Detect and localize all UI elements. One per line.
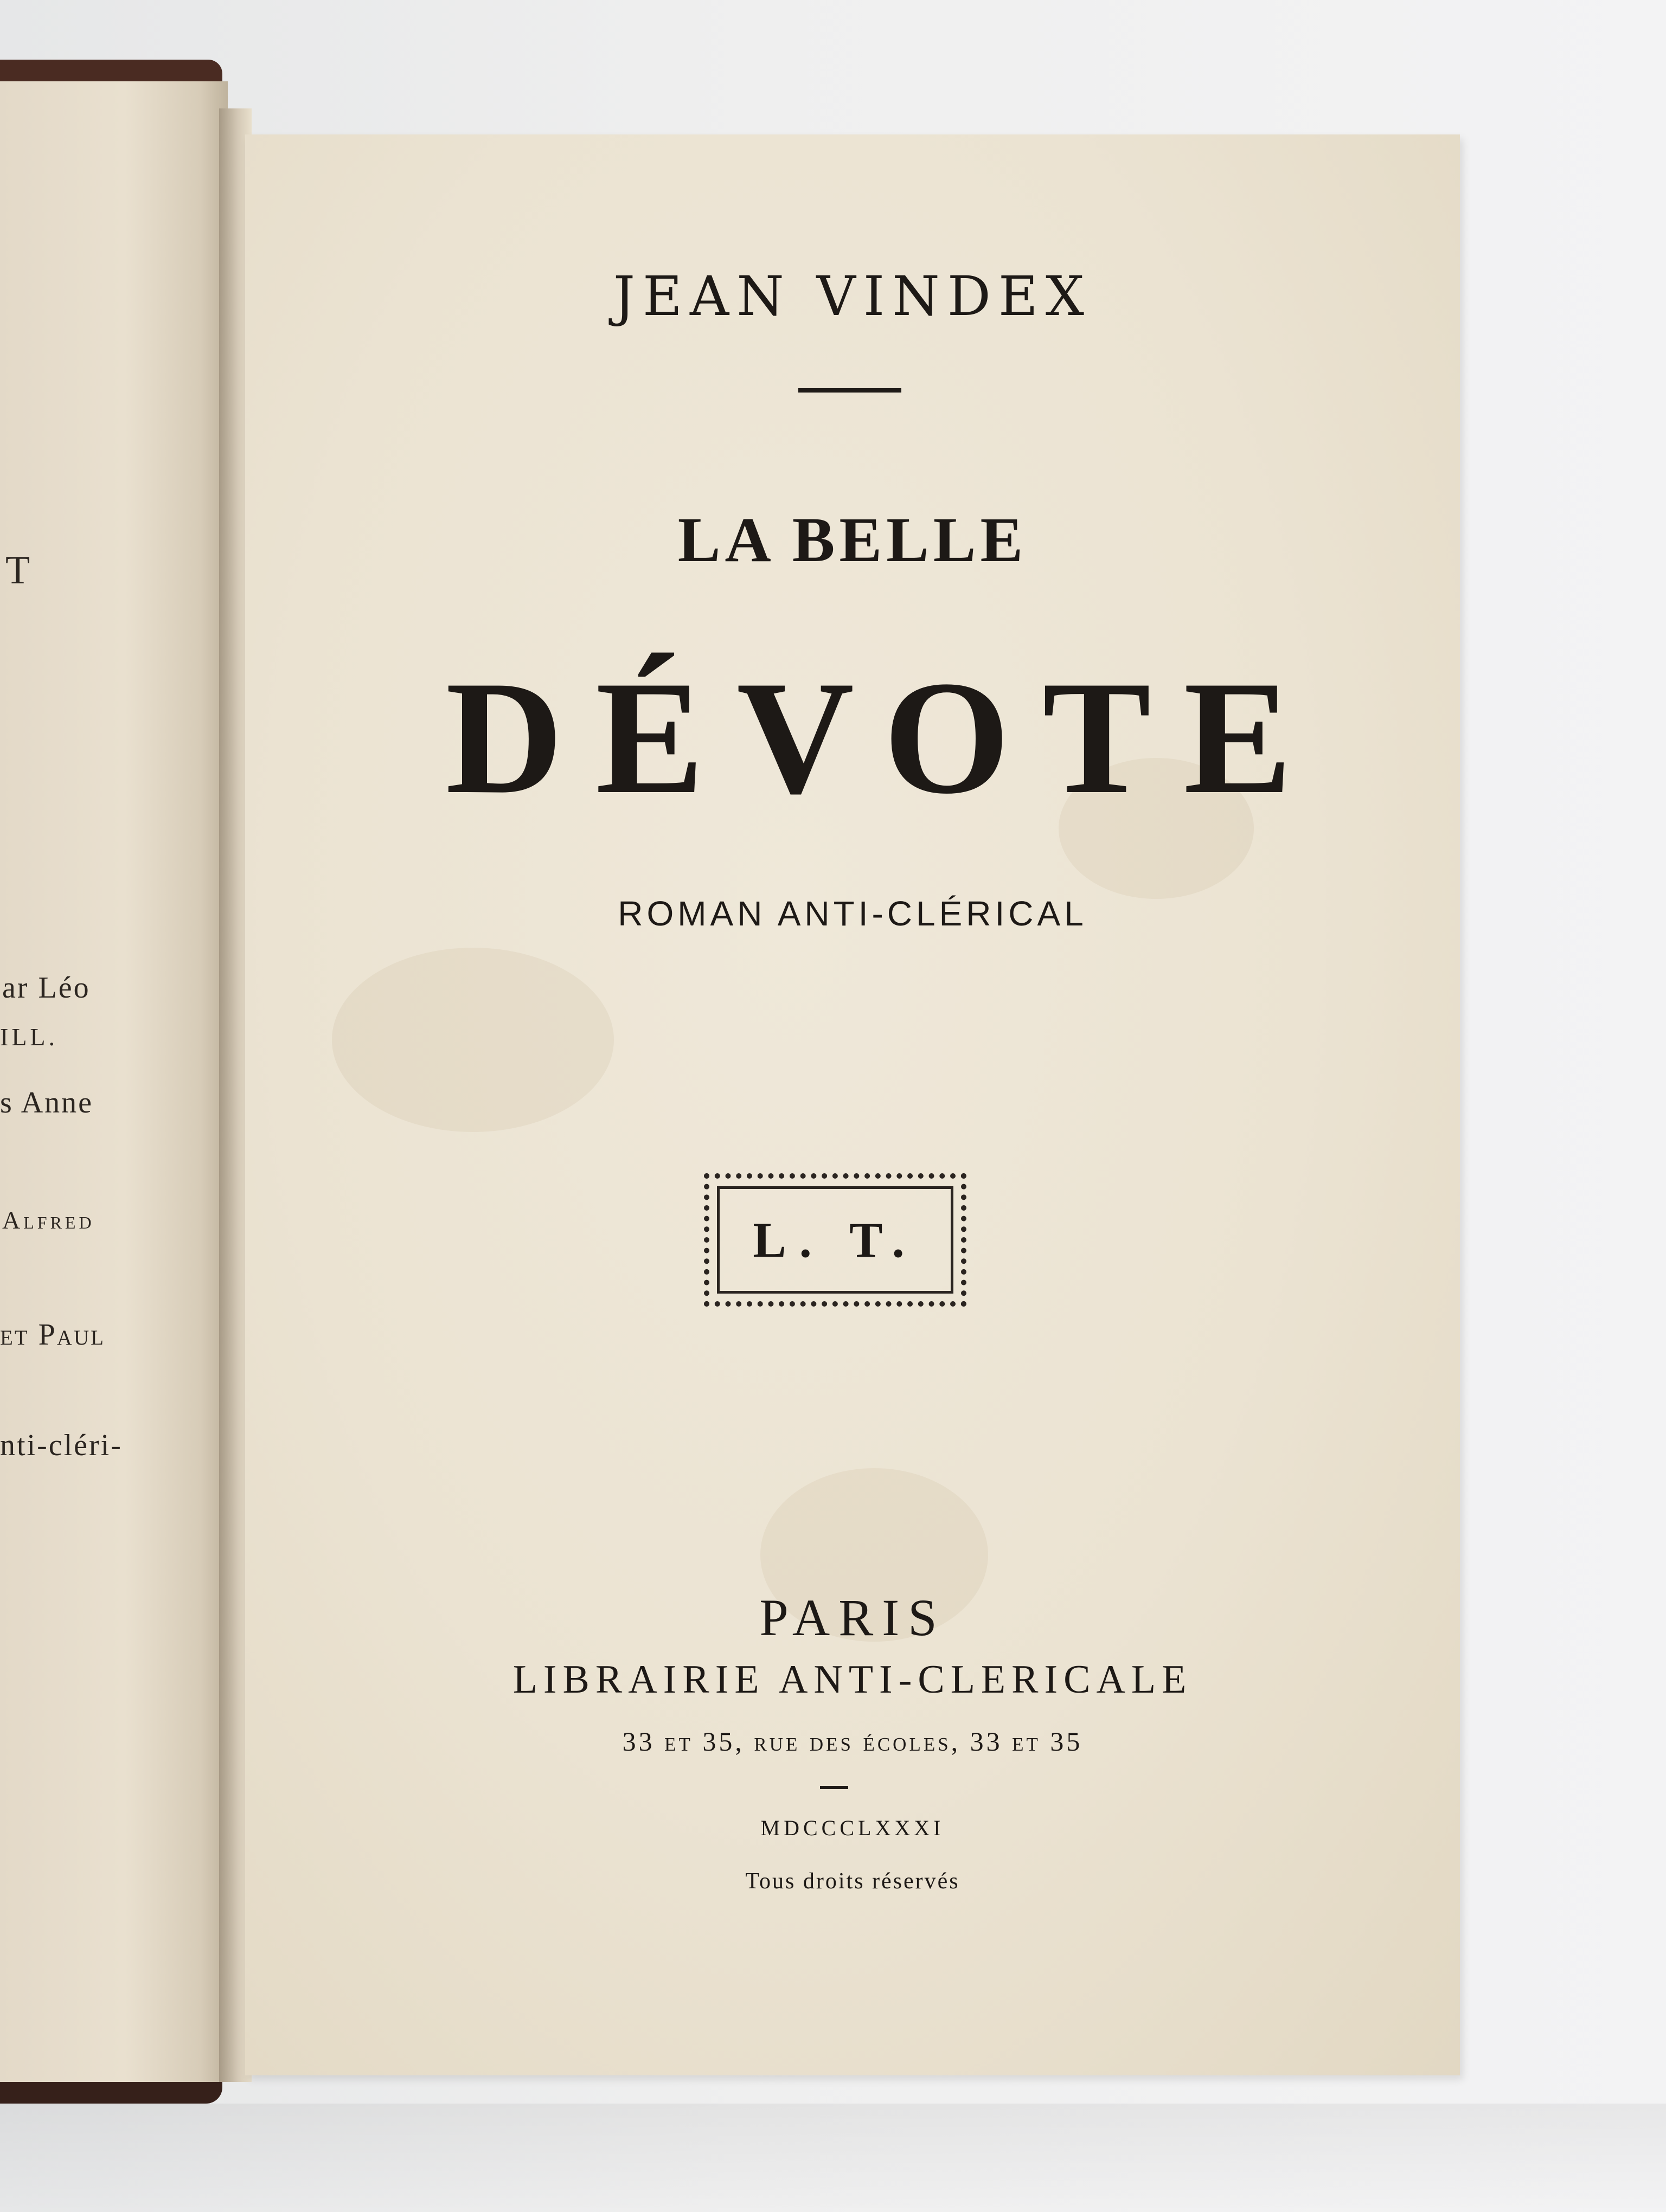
facing-fragment-alfred: Alfred <box>2 1206 95 1234</box>
subtitle: ROMAN ANTI-CLÉRICAL <box>618 894 1087 933</box>
title-line-1: LA BELLE <box>677 504 1028 575</box>
monogram-text: L. T. <box>753 1212 918 1268</box>
rights-notice: Tous droits réservés <box>745 1869 960 1894</box>
author-name: JEAN VINDEX <box>613 265 1092 328</box>
printer-monogram-frame <box>704 1173 966 1307</box>
imprint-city: PARIS <box>759 1589 946 1647</box>
facing-page <box>0 81 228 2082</box>
paper-stain <box>332 948 614 1132</box>
imprint-rule <box>820 1786 848 1789</box>
monogram-inner-frame <box>717 1186 953 1294</box>
title-rule <box>798 388 901 393</box>
title-line-2: DÉVOTE <box>445 647 1325 827</box>
table-shadow <box>0 2104 1666 2212</box>
imprint-year: MDCCCLXXXI <box>760 1816 945 1840</box>
title-page <box>245 134 1460 2075</box>
facing-fragment-t: T <box>5 548 32 593</box>
facing-fragment-leo: ar Léo <box>2 971 91 1005</box>
imprint-publisher: LIBRAIRIE ANTI-CLERICALE <box>512 1657 1193 1702</box>
facing-fragment-anne: s Anne <box>0 1086 93 1120</box>
facing-fragment-ill: ILL. <box>0 1023 59 1051</box>
facing-fragment-paul: et Paul <box>0 1318 105 1352</box>
facing-fragment-anticlerical: nti-cléri- <box>0 1429 123 1462</box>
imprint-address: 33 et 35, rue des écoles, 33 et 35 <box>622 1726 1083 1757</box>
